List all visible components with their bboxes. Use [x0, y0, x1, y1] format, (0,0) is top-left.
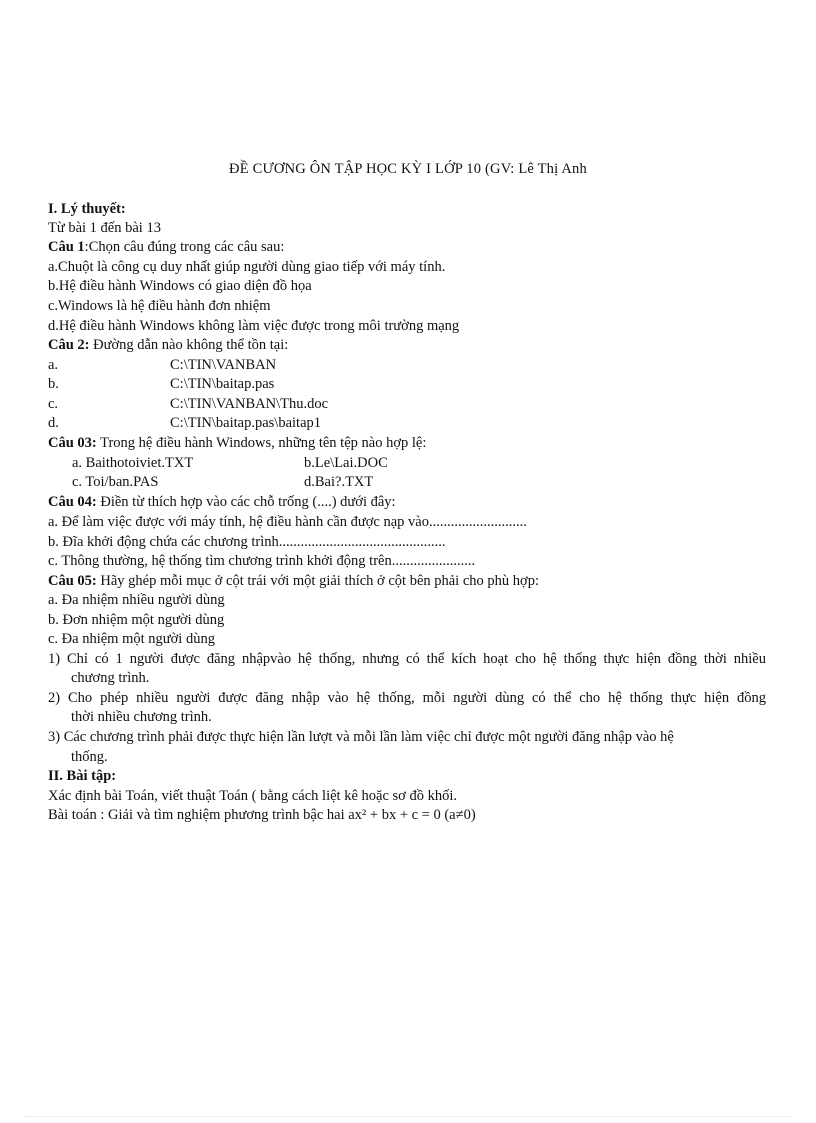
question-2-option-d: [48, 414, 448, 432]
question-5-right-1-line-1: 1) Chỉ có 1 người được đăng nhậpvào hệ thống, nhưng có thể kích hoạt cho hệ thống thực hiện đồng thời nhiều: [48, 651, 766, 667]
question-5-right-1-line-2: chương trình.: [71, 670, 150, 686]
question-2-option-b: [48, 375, 448, 393]
question-1-text: :Chọn câu đúng trong các câu sau:: [84, 239, 285, 255]
question-5-left-b: b. Đơn nhiệm một người dùng: [48, 612, 225, 628]
option-letter: a.: [48, 357, 59, 373]
option-letter: d.: [48, 415, 59, 431]
exercise-heading: II. Bài tập:: [48, 768, 117, 784]
question-3-row-1: [48, 454, 548, 472]
question-3: [48, 434, 426, 452]
option-path: C:\TIN\baitap.pas: [170, 376, 275, 392]
option-path: C:\TIN\VANBAN\Thu.doc: [170, 396, 329, 412]
question-4-item-a: a. Để làm việc được với máy tính, hệ điều hành cần được nạp vào...........................: [48, 514, 527, 530]
question-4-text: Điền từ thích hợp vào các chỗ trống (....) dưới đây:: [96, 494, 396, 510]
theory-scope: Từ bài 1 đến bài 13: [48, 220, 161, 236]
theory-heading: I. Lý thuyết:: [48, 201, 126, 217]
question-4-label: Câu 04:: [48, 494, 97, 510]
page-bottom-rule: [24, 1116, 792, 1117]
question-3-option-a: a. Baithotoiviet.TXT: [72, 455, 194, 471]
question-5-text: Hãy ghép mỗi mục ở cột trái với một giải thích ở cột bên phải cho phù hợp:: [96, 573, 539, 589]
exercise-line-1: Xác định bài Toán, viết thuật Toán ( bằng cách liệt kê hoặc sơ đồ khối.: [48, 788, 457, 804]
option-letter: c.: [48, 396, 59, 412]
question-3-label: Câu 03:: [48, 435, 97, 451]
question-1: [48, 238, 284, 256]
question-5-right-2-line-2: thời nhiều chương trình.: [71, 709, 212, 725]
question-1-option-c: c.Windows là hệ điều hành đơn nhiệm: [48, 298, 271, 314]
question-5-left-c: c. Đa nhiệm một người dùng: [48, 631, 215, 647]
question-1-option-b: b.Hệ điều hành Windows có giao diện đồ họa: [48, 278, 312, 294]
question-1-option-a: a.Chuột là công cụ duy nhất giúp người dùng giao tiếp với máy tính.: [48, 259, 446, 275]
option-path: C:\TIN\baitap.pas\baitap1: [170, 415, 322, 431]
question-1-option-d: d.Hệ điều hành Windows không làm việc được trong môi trường mạng: [48, 318, 460, 334]
question-3-text: Trong hệ điều hành Windows, những tên tệp nào hợp lệ:: [96, 435, 427, 451]
question-3-row-2: [48, 473, 548, 491]
question-3-option-d: d.Bai?.TXT: [304, 474, 374, 490]
question-4-item-b: b. Đĩa khởi động chứa các chương trình..............................................: [48, 534, 446, 550]
question-2-option-c: [48, 395, 448, 413]
option-letter: b.: [48, 376, 59, 392]
question-2-label: Câu 2:: [48, 337, 90, 353]
exercise-line-2: Bài toán : Giải và tìm nghiệm phương trình bậc hai ax² + bx + c = 0 (a≠0): [48, 807, 476, 823]
question-5-label: Câu 05:: [48, 573, 97, 589]
question-2-text: Đường dẫn nào không thể tồn tại:: [89, 337, 289, 353]
question-1-label: Câu 1: [48, 239, 85, 255]
option-path: C:\TIN\VANBAN: [170, 357, 277, 373]
question-4: [48, 493, 396, 511]
question-5-left-a: a. Đa nhiệm nhiều người dùng: [48, 592, 225, 608]
question-4-item-c: c. Thông thường, hệ thống tìm chương trình khởi động trên.......................: [48, 553, 476, 569]
question-3-option-c: c. Toi/ban.PAS: [72, 474, 159, 490]
question-2: [48, 336, 288, 354]
page-title: ĐỀ CƯƠNG ÔN TẬP HỌC KỲ I LỚP 10 (GV: Lê Thị Anh: [229, 161, 587, 177]
question-2-option-a: [48, 356, 448, 374]
question-5-right-2-line-1: 2) Cho phép nhiều người được đăng nhập vào hệ thống, mỗi người dùng có thể cho hệ thống thực hiện đồng: [48, 690, 766, 706]
question-3-option-b: b.Le\Lai.DOC: [304, 455, 388, 471]
question-5-right-3-line-1: 3) Các chương trình phải được thực hiện lần lượt và mỗi lần làm việc chỉ được một người đăng nhập vào hệ: [48, 729, 674, 745]
question-5: [48, 572, 539, 590]
question-5-right-3-line-2: thống.: [71, 749, 108, 765]
